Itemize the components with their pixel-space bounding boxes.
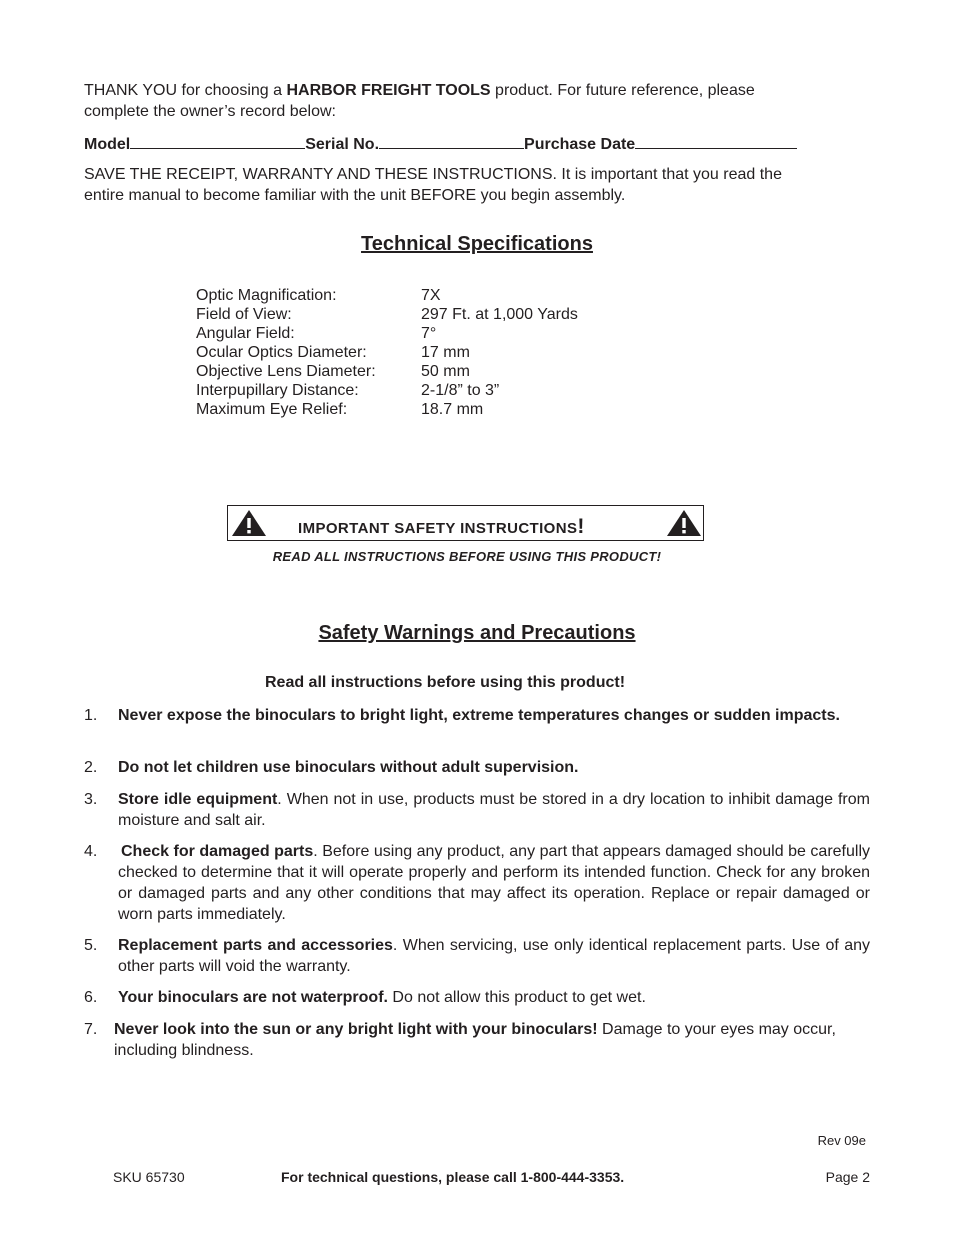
read-all-subheading: Read all instructions before using this product! [264,674,626,691]
save-text-line1: SAVE THE RECEIPT, WARRANTY AND THESE INSTRUCTIONS. It is important that you read the [84,166,782,183]
spec-label: Interpupillary Distance: [196,382,359,399]
warning-triangle-icon [231,509,267,537]
spec-row [196,381,578,400]
item-number: 3. [84,791,98,808]
spec-label: Field of View: [196,306,292,323]
spec-row [196,286,578,305]
item-number: 4. [84,843,98,860]
serial-label: Serial No. [305,136,380,153]
spec-row [196,324,578,343]
item-bold: Do not let children use binoculars without adult supervision. [118,759,579,776]
tech-specs-heading: Technical Specifications [361,233,593,255]
model-field[interactable] [130,133,305,149]
save-text-line2: entire manual to become familiar with the unit BEFORE you begin assembly. [84,187,626,204]
revision-label: Rev 09e [817,1133,866,1148]
spec-label: Optic Magnification: [196,287,337,304]
item-bold: Store idle equipment [118,791,278,808]
spec-value: 297 Ft. at 1,000 Yards [421,306,578,323]
spec-row [196,362,578,381]
spec-value: 18.7 mm [421,401,484,418]
item-bold: Your binoculars are not waterproof. [118,989,388,1006]
page-number: Page 2 [825,1169,870,1185]
safety-title-text: IMPORTANT SAFETY INSTRUCTIONS [298,520,578,537]
list-item [84,935,870,977]
intro-paragraph [84,80,874,122]
spec-value: 7° [421,325,437,342]
spec-label: Angular Field: [196,325,295,342]
spec-value: 17 mm [421,344,470,361]
spec-value: 2-1/8” to 3” [421,382,500,399]
tech-questions-line: For technical questions, please call 1-800-444-3353. [281,1169,625,1185]
intro-text-line2: complete the owner’s record below: [84,103,336,120]
spec-row [196,305,578,324]
item-text: Do not allow this product to get wet. [387,989,646,1006]
safety-title-exclaim: ! [577,515,585,538]
item-bold: Never expose the binoculars to bright light, extreme temperatures changes or sudden impacts. [118,707,840,724]
purchase-date-field[interactable] [635,133,797,149]
read-all-instructions-banner: READ ALL INSTRUCTIONS BEFORE USING THIS PRODUCT! [272,549,662,564]
owners-record [84,133,824,155]
item-bold: Check for damaged parts [121,843,314,860]
list-item [84,789,870,831]
spec-row [196,343,578,362]
item-text: Damage to your eyes may occur, including blindness. [114,1021,836,1059]
spec-row [196,400,578,419]
item-number: 6. [84,989,98,1006]
intro-text-b: product. For future reference, please [490,82,755,99]
sku-label: SKU 65730 [113,1169,185,1185]
intro-text-a: THANK YOU for choosing a [84,82,287,99]
spec-value: 7X [421,287,441,304]
item-number: 2. [84,759,98,776]
list-item [84,757,870,778]
item-number: 1. [84,707,98,724]
item-number: 5. [84,937,98,954]
list-item [84,705,870,726]
item-number: 7. [84,1021,98,1038]
safety-instructions-box [227,505,704,541]
spec-label: Objective Lens Diameter: [196,363,376,380]
serial-field[interactable] [379,133,524,149]
item-text: . When not in use, products must be stored in a dry location to inhibit damage from moisture and salt air. [118,791,870,829]
model-label: Model [84,136,131,153]
purchase-date-label: Purchase Date [524,136,636,153]
brand-name: HARBOR FREIGHT TOOLS [286,82,491,99]
item-bold: Replacement parts and accessories [118,937,393,954]
warning-triangle-icon [666,509,702,537]
item-text: . When servicing, use only identical replacement parts. Use of any other parts will void the warranty. [118,937,870,975]
save-receipt-paragraph [84,164,884,206]
safety-title [298,515,585,539]
item-bold: Never look into the sun or any bright light with your binoculars! [114,1021,598,1038]
spec-label: Maximum Eye Relief: [196,401,348,418]
safety-warnings-heading: Safety Warnings and Precautions [318,622,636,644]
list-item [84,841,870,925]
list-item [84,1019,870,1061]
spec-label: Ocular Optics Diameter: [196,344,367,361]
item-text: . Before using any product, any part that appears damaged should be carefully checked to determine that it will operate properly and perform its intended function. Check for any broken or damaged parts and any other conditions that may affect its operation. Replace or repair damaged or worn parts immediately. [118,843,870,923]
spec-value: 50 mm [421,363,470,380]
spec-table [196,286,578,419]
list-item [84,987,870,1008]
